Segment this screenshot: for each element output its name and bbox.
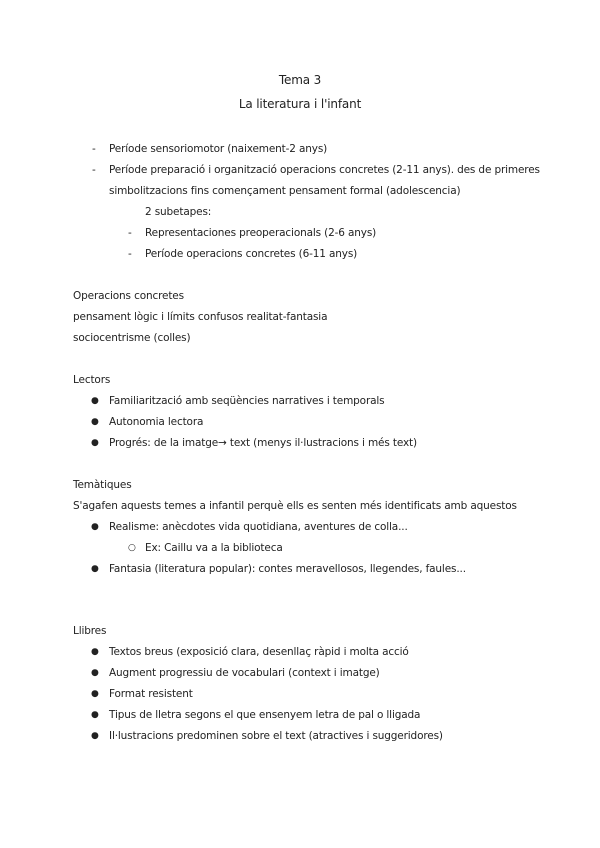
list-item: Augment progressiu de vocabulari (context i imatge) — [109, 667, 380, 679]
document-subtitle: La literatura i l'infant — [238, 97, 362, 111]
bullet-marker: ● — [91, 396, 99, 406]
bullet-marker: ● — [91, 668, 99, 678]
bullet-marker: ● — [91, 731, 99, 741]
section-heading-llibres: Llibres — [73, 625, 107, 637]
list-item: Format resistent — [109, 688, 193, 700]
list-item: Període sensoriomotor (naixement-2 anys) — [109, 143, 328, 155]
list-item: Fantasia (literatura popular): contes meravellosos, llegendes, faules... — [109, 563, 466, 575]
bullet-marker: ● — [91, 710, 99, 720]
paragraph-line: Operacions concretes — [73, 290, 184, 302]
list-item: Il·lustracions predominen sobre el text (atractives i suggeridores) — [109, 730, 443, 742]
bullet-marker: ● — [91, 522, 99, 532]
bullet-marker: ● — [91, 438, 99, 448]
paragraph-line: sociocentrisme (colles) — [73, 332, 191, 344]
list-item: Autonomia lectora — [109, 416, 204, 428]
dash-marker: - — [128, 248, 132, 260]
dash-marker: - — [128, 227, 132, 239]
list-item: Tipus de lletra segons el que ensenyem letra de pal o lligada — [109, 709, 421, 721]
list-item: Textos breus (exposició clara, desenllaç ràpid i molta acció — [109, 646, 409, 658]
list-item-continuation: simbolitzacions fins començament pensament formal (adolescencia) — [109, 185, 461, 197]
sub-list-item: Representaciones preoperacionals (2-6 anys) — [145, 227, 377, 239]
bullet-marker: ● — [91, 564, 99, 574]
paragraph-line: S'agafen aquests temes a infantil perquè ells es senten més identificats amb aquestos — [73, 500, 517, 512]
sub-list-item: Període operacions concretes (6-11 anys) — [145, 248, 358, 260]
list-item: Realisme: anècdotes vida quotidiana, aventures de colla... — [109, 521, 408, 533]
list-item: Període preparació i organització operacions concretes (2-11 anys). des de primeres — [109, 164, 540, 176]
section-heading-tematiques: Temàtiques — [73, 479, 132, 491]
circle-marker: ○ — [128, 543, 136, 553]
dash-marker: - — [92, 164, 96, 176]
section-heading-lectors: Lectors — [73, 374, 111, 386]
paragraph-line: pensament lògic i límits confusos realitat-fantasia — [73, 311, 328, 323]
sub-list-item: Ex: Caillu va a la biblioteca — [145, 542, 283, 554]
list-item: Progrés: de la imatge→ text (menys il·lustracions i més text) — [109, 437, 417, 449]
bullet-marker: ● — [91, 647, 99, 657]
subetapes-intro: 2 subetapes: — [145, 206, 212, 218]
bullet-marker: ● — [91, 689, 99, 699]
dash-marker: - — [92, 143, 96, 155]
bullet-marker: ● — [91, 417, 99, 427]
list-item: Familiarització amb seqüències narratives i temporals — [109, 395, 385, 407]
document-title: Tema 3 — [278, 73, 322, 87]
